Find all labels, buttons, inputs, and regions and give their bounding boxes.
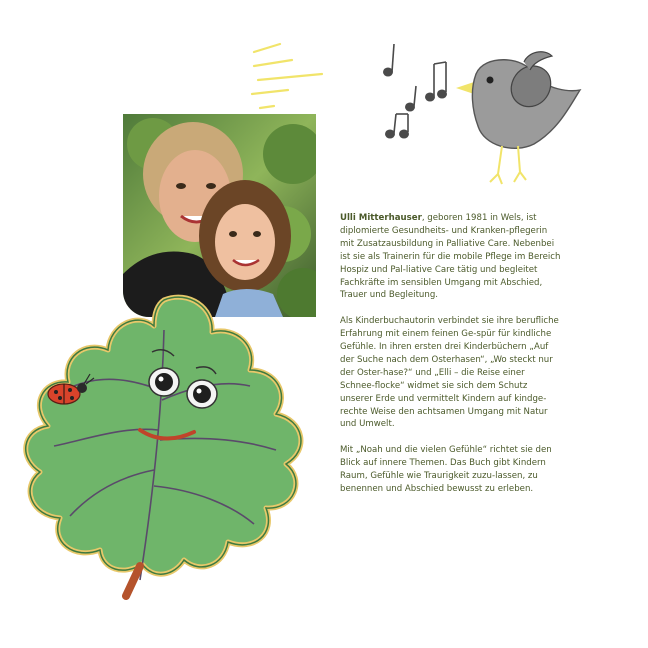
bio-paragraph-1 — [340, 212, 562, 302]
portrait-photo — [123, 114, 316, 317]
author-name: Ulli Mitterhauser — [340, 213, 422, 223]
bird-legs — [490, 146, 526, 184]
bird-eye — [487, 77, 494, 84]
bird-drawing-icon — [374, 34, 584, 194]
bio-paragraph-1-text: , geboren 1981 in Wels, ist diplomierte Gesundheits- und Kranken-pflegerin mit Zusatzausbildung in Palliative Care. Nebenbei ist sie als Trainerin für die mobile Pflege im Bereich Hospiz und Pal-liative Care tätig und begleitet Fachkräfte im sensiblen Umgang mit Abschied, Trauer und Begleitung. — [340, 213, 561, 301]
bio-paragraph-2: Als Kinderbuchautorin verbindet sie ihre berufliche Erfahrung mit einem feinen Ge-spür für kindliche Gefühle. In ihren ersten drei Kinderbüchern „Auf der Suche nach dem Osterhasen“, „Wo steckt nur der Oster-hase?“ und „Elli – die Reise einer Schnee-flocke“ widmet sie sich dem Schutz unserer Erde und vermittelt Kindern auf kindge-rechte Weise den achtsamen Umgang mit Natur und Umwelt. — [340, 316, 559, 430]
author-bio — [340, 212, 562, 509]
sun-rays-icon — [244, 38, 334, 118]
music-notes-icon — [384, 44, 447, 138]
bio-paragraph-3: Mit „Noah und die vielen Gefühle“ richtet sie den Blick auf innere Themen. Das Buch gibt Kindern Raum, Gefühle wie Traurigkeit zuzu-lassen, zu benennen und Abschied bewusst zu erleben. — [340, 445, 552, 494]
oak-leaf-drawing-icon — [14, 290, 314, 610]
beak — [456, 82, 474, 94]
